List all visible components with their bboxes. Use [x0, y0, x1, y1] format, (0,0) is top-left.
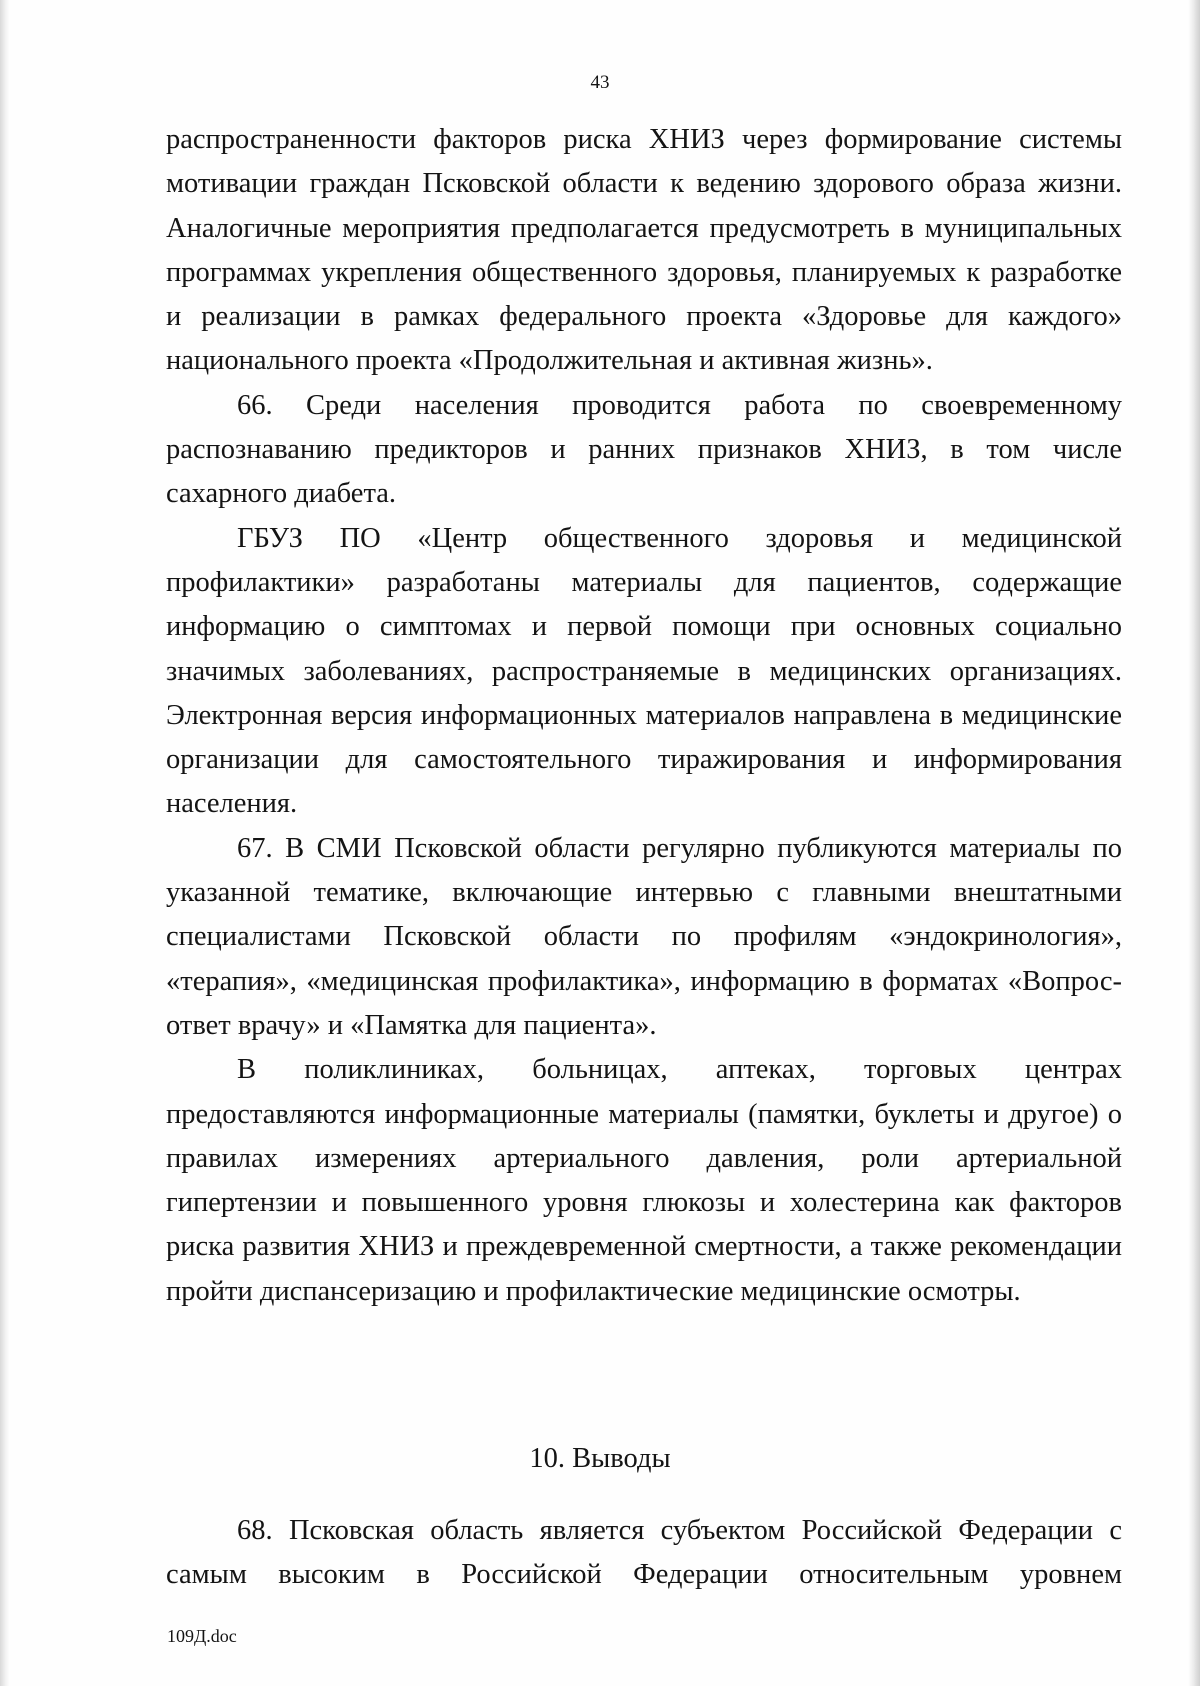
section-heading: 10. Выводы — [529, 1443, 671, 1474]
page-number: 43 — [590, 72, 610, 93]
paragraph-67: 67. В СМИ Псковской области регулярно публикуются материалы по указанной тематике, включающие интервью с главными внештатными специалистами Псковской области по профилям «эндокринология», «терапия», «медицинская профилактика», информацию в форматах «Вопрос-ответ врачу» и «Памятка для пациента». — [166, 832, 1122, 1041]
paragraph-continuation: распространенности факторов риска ХНИЗ через формирование системы мотивации граждан Псковской области к ведению здорового образа жизни. Аналогичные мероприятия предполагается предусмотреть в муниципальных программах укрепления общественного здоровья, планируемых к разработке и реализации в рамках федерального проекта «Здоровье для каждого» национального проекта «Продолжительная и активная жизнь». — [166, 124, 1122, 377]
paragraph-clinics: В поликлиниках, больницах, аптеках, торговых центрах предоставляются информационные материалы (памятки, буклеты и другое) о правилах измерениях артериального давления, роли артериальной гипертензии и повышенного уровня глюкозы и холестерина как факторов риска развития ХНИЗ и преждевременной смертности, а также рекомендации пройти диспансеризацию и профилактические медицинские осмотры. — [166, 1054, 1122, 1307]
conclusions-text — [166, 1509, 1122, 1598]
paragraph-health-center: ГБУЗ ПО «Центр общественного здоровья и медицинской профилактики» разработаны материалы для пациентов, содержащие информацию о симптомах и первой помощи при основных социально значимых заболеваниях, распространяемые в медицинских организациях. Электронная версия информационных материалов направлена в медицинские организации для самостоятельного тиражирования и информирования населения. — [166, 522, 1122, 820]
scan-edge-right — [1188, 0, 1200, 1686]
scan-edge-left — [0, 0, 10, 1686]
body-text — [166, 118, 1122, 1314]
paragraph-68: 68. Псковская область является субъектом Российской Федерации с самым высоким в Российской Федерации относительным уровнем — [166, 1515, 1122, 1591]
footer-filename: 109Д.doc — [167, 1626, 237, 1646]
paragraph-66: 66. Среди населения проводится работа по своевременному распознаванию предикторов и ранних признаков ХНИЗ, в том числе сахарного диабета. — [166, 389, 1122, 510]
